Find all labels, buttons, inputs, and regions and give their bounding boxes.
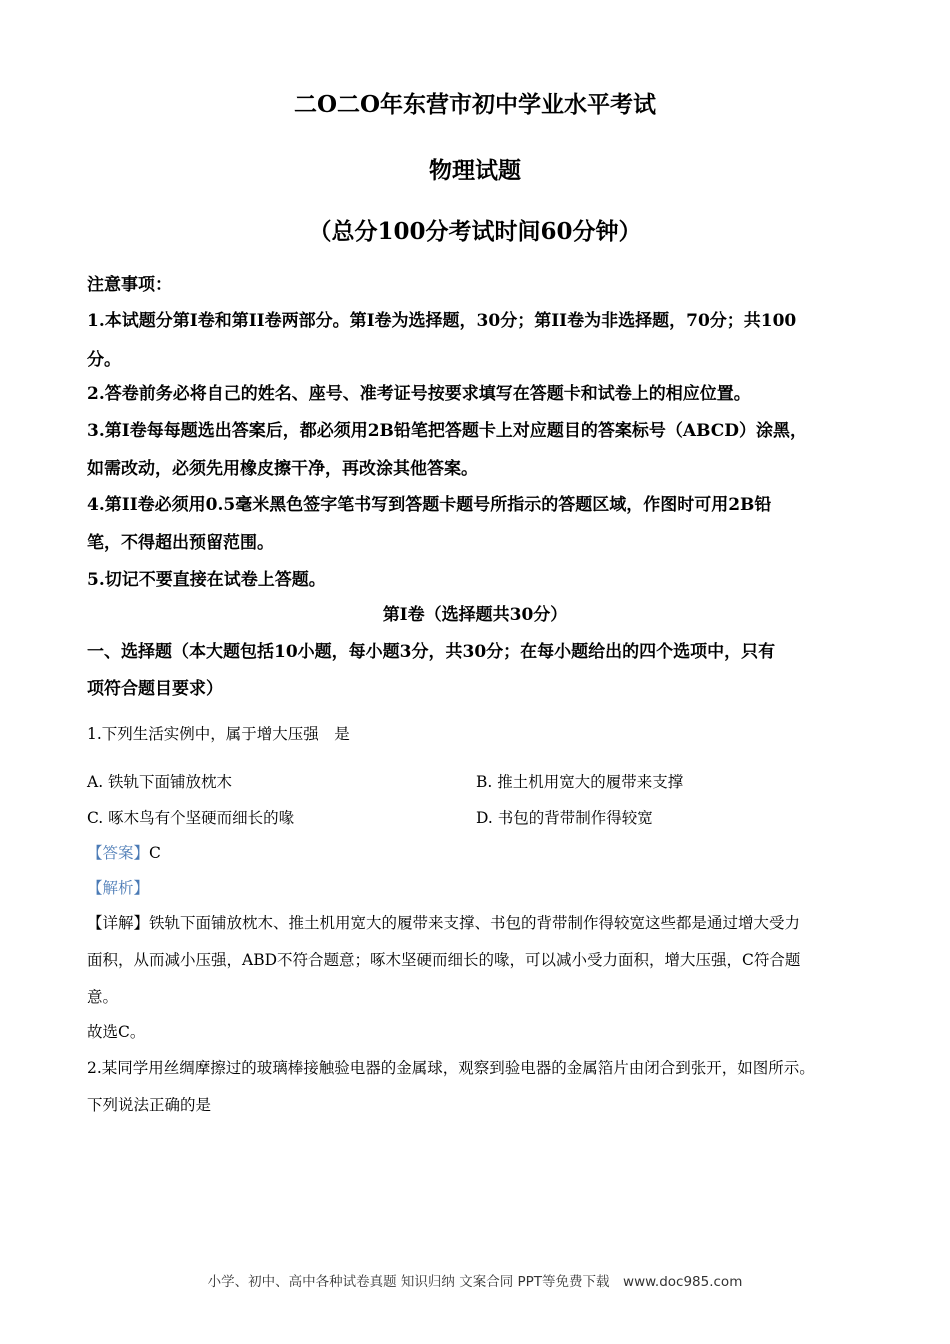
q1-option-c: C. 啄木鸟有个坚硬而细长的喙 bbox=[87, 809, 295, 827]
q1-option-d: D. 书包的背带制作得较宽 bbox=[476, 809, 653, 827]
q1-detail-line bbox=[87, 911, 800, 933]
note-line: 如需改动，必须先用橡皮擦干净，再改涂其他答案。 bbox=[87, 459, 478, 479]
q1-detail-line: 面积，从而减小压强，ABD不符合题意；啄木坚硬而细长的喙，可以减小受力面积，增大压强，C符合题 bbox=[87, 951, 801, 969]
note-line: 分。 bbox=[87, 350, 121, 370]
note-line: 1.本试题分第I卷和第II卷两部分。第I卷为选择题，30分；第II卷为非选择题，70分；共100 bbox=[87, 311, 797, 331]
q1-detail-line: 意。 bbox=[87, 988, 119, 1006]
analysis-tag: 【解析】 bbox=[87, 879, 150, 897]
answer-value: C bbox=[149, 844, 161, 862]
exam-info: （总分100分考试时间60分钟） bbox=[308, 218, 642, 245]
answer-tag: 【答案】 bbox=[87, 844, 150, 862]
q2-stem-line: 2.某同学用丝绸摩擦过的玻璃棒接触验电器的金属球，观察到验电器的金属箔片由闭合到张开，如图所示。 bbox=[87, 1059, 815, 1077]
note-line: 4.第II卷必须用0.5毫米黑色签字笔书写到答题卡题号所指示的答题区域，作图时可用2B铅 bbox=[87, 495, 772, 515]
q1-conclusion: 故选C。 bbox=[87, 1023, 146, 1041]
q1-stem: 1.下列生活实例中，属于增大压强 是 bbox=[87, 725, 350, 743]
q1-option-a: A. 铁轨下面铺放枕木 bbox=[87, 773, 233, 791]
note-line: 5.切记不要直接在试卷上答题。 bbox=[87, 570, 326, 590]
section-heading: 第I卷（选择题共30分） bbox=[382, 605, 568, 625]
q1-answer bbox=[87, 841, 161, 863]
note-line: 3.第I卷每每题选出答案后，都必须用2B铅笔把答题卡上对应题目的答案标号（ABCD）涂黑， bbox=[87, 421, 808, 441]
q2-stem-line: 下列说法正确的是 bbox=[87, 1096, 212, 1114]
note-line: 2.答卷前务必将自己的姓名、座号、准考证号按要求填写在答题卡和试卷上的相应位置。 bbox=[87, 384, 751, 404]
section-instruction: 一、选择题（本大题包括10小题，每小题3分，共30分；在每小题给出的四个选项中，只有 bbox=[87, 642, 776, 662]
detail-tag: 【详解】 bbox=[87, 914, 150, 932]
note-line: 笔，不得超出预留范围。 bbox=[87, 533, 274, 553]
q1-option-b: B. 推土机用宽大的履带来支撑 bbox=[476, 773, 684, 791]
section-instruction: 项符合题目要求） bbox=[87, 679, 223, 699]
detail-text: 铁轨下面铺放枕木、推土机用宽大的履带来支撑、书包的背带制作得较宽这些都是通过增大受力 bbox=[149, 914, 801, 932]
notes-heading: 注意事项： bbox=[87, 275, 172, 295]
page-footer: 小学、初中、高中各种试卷真题 知识归纳 文案合同 PPT等免费下载 www.doc985.com bbox=[207, 1274, 743, 1290]
exam-title: 二O二O年东营市初中学业水平考试 bbox=[293, 91, 657, 118]
exam-subtitle: 物理试题 bbox=[429, 157, 521, 184]
